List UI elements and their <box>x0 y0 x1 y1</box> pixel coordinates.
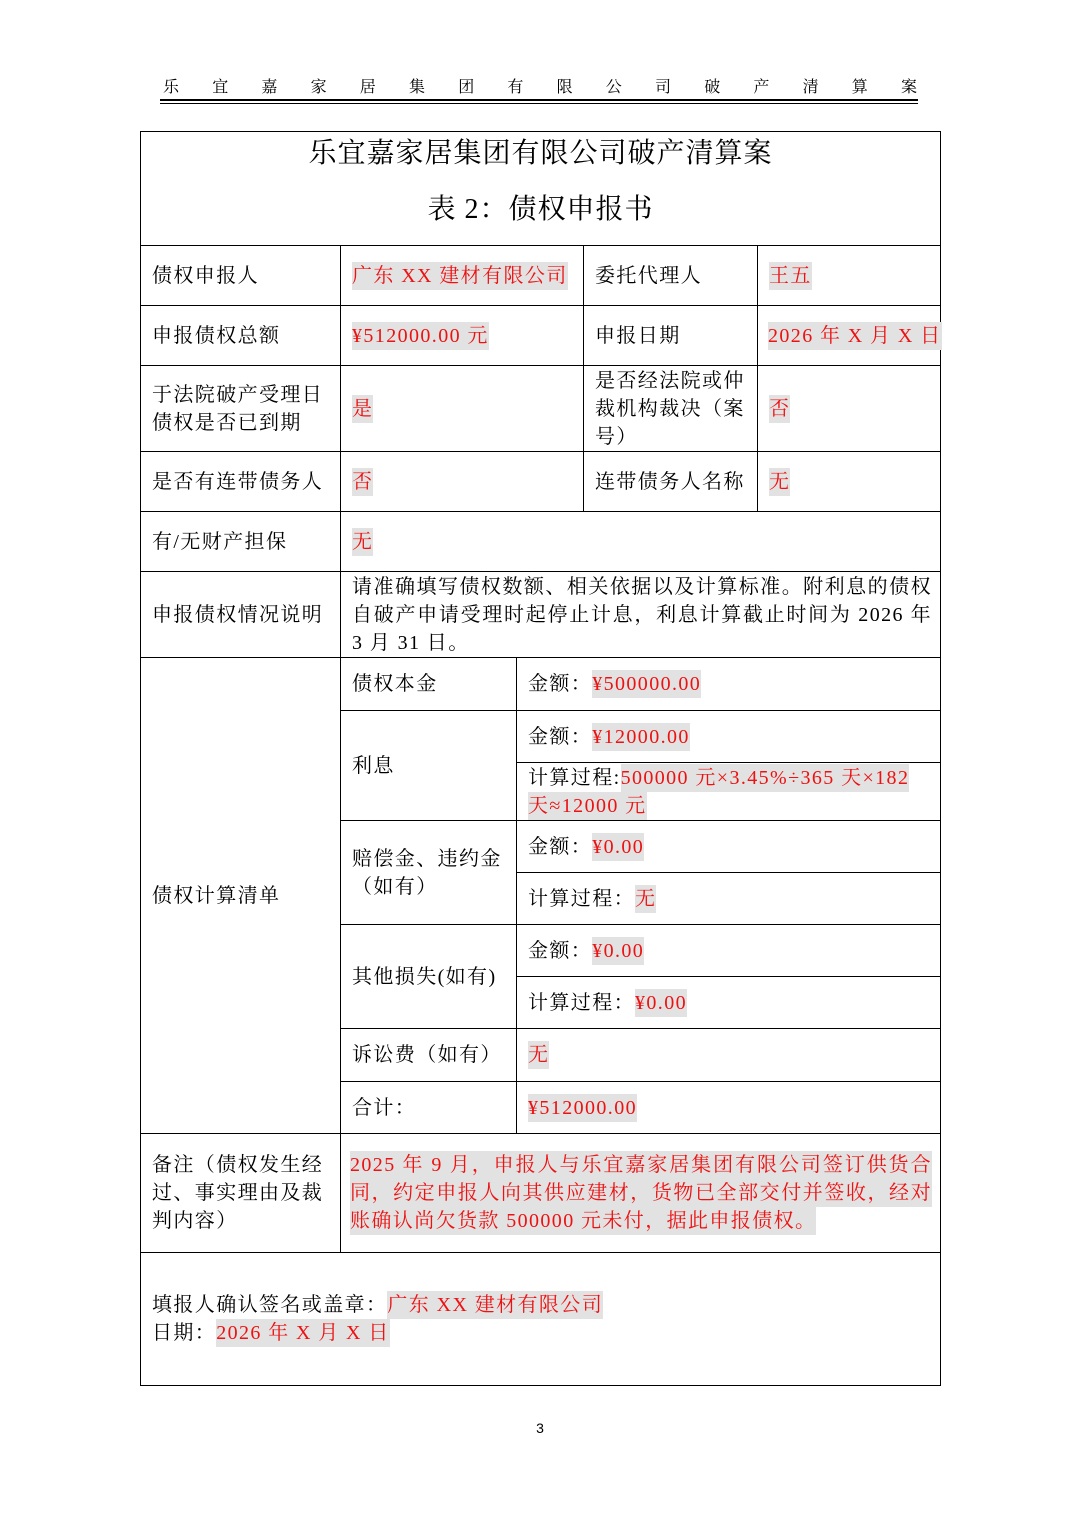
interest-process: 500000 元×3.45%÷365 天×182 天≈12000 元 <box>528 764 909 820</box>
joint-debtor-name-label: 连带债务人名称 <box>584 452 758 512</box>
form-title: 乐宜嘉家居集团有限公司破产清算案 <box>308 138 773 169</box>
calculation-total-value-cell <box>517 1082 941 1134</box>
header-rule <box>160 99 918 104</box>
adjudicated-value: 否 <box>769 395 790 423</box>
signature-cell <box>141 1253 941 1386</box>
total-claim-value: ¥512000.00 元 <box>352 322 489 350</box>
principal-label: 债权本金 <box>341 658 517 711</box>
principal-amount-label: 金额： <box>528 673 593 695</box>
litigation-fee-label: 诉讼费（如有） <box>341 1029 517 1082</box>
matured-label: 于法院破产受理日债权是否已到期 <box>141 366 341 452</box>
interest-label: 利息 <box>341 711 517 821</box>
joint-debtor-value: 否 <box>352 468 373 496</box>
principal-amount-cell <box>517 658 941 711</box>
filing-date-label: 申报日期 <box>584 306 758 366</box>
description-text: 请准确填写债权数额、相关依据以及计算标准。附利息的债权自破产申请受理时起停止计息，利息计算截止时间为 2026 年 3 月 31 日。 <box>341 572 941 658</box>
compensation-label: 赔偿金、违约金（如有） <box>341 821 517 925</box>
description-label: 申报债权情况说明 <box>141 572 341 658</box>
agent-value-cell <box>758 246 941 306</box>
form-subtitle: 表 2：债权申报书 <box>427 194 654 225</box>
calculation-total-label: 合计： <box>341 1082 517 1134</box>
agent-value: 王五 <box>769 262 812 290</box>
interest-process-label: 计算过程: <box>528 766 621 789</box>
other-loss-amount-label: 金额： <box>528 939 593 962</box>
joint-debtor-label: 是否有连带债务人 <box>141 452 341 512</box>
interest-amount-cell <box>517 711 941 763</box>
claimant-value-cell <box>341 246 584 306</box>
calculation-total-value: ¥512000.00 <box>528 1094 637 1122</box>
total-claim-label: 申报债权总额 <box>141 306 341 366</box>
running-header-title: 乐 宜 嘉 家 居 集 团 有 限 公 司 破 产 清 算 案 <box>163 79 917 96</box>
joint-debtor-name-value: 无 <box>769 468 790 496</box>
matured-value-cell <box>341 366 584 452</box>
compensation-amount-label: 金额： <box>528 835 593 858</box>
signature-date-line <box>152 1319 932 1347</box>
form-title-cell <box>141 132 941 246</box>
matured-value: 是 <box>352 395 373 423</box>
other-loss-process-cell <box>517 977 941 1029</box>
other-loss-amount: ¥0.00 <box>592 937 644 965</box>
interest-amount-label: 金额： <box>528 725 593 748</box>
claimant-value: 广东 XX 建材有限公司 <box>352 262 568 290</box>
interest-amount: ¥12000.00 <box>592 723 690 751</box>
other-loss-amount-cell <box>517 925 941 977</box>
compensation-amount-cell <box>517 821 941 873</box>
principal-amount: ¥500000.00 <box>592 670 701 698</box>
security-label: 有/无财产担保 <box>141 512 341 572</box>
total-claim-value-cell <box>341 306 584 366</box>
security-value: 无 <box>352 528 373 556</box>
litigation-fee-value: 无 <box>528 1041 549 1069</box>
other-loss-process-label: 计算过程： <box>528 991 635 1014</box>
claim-form-table <box>140 131 941 1386</box>
page-number: 3 <box>536 1420 544 1436</box>
remarks-label: 备注（债权发生经过、事实理由及裁判内容） <box>141 1134 341 1253</box>
compensation-process: 无 <box>635 885 656 913</box>
signature-line <box>152 1291 932 1319</box>
remarks-value-cell <box>341 1134 941 1253</box>
filing-date-value-cell <box>758 306 941 366</box>
adjudicated-value-cell <box>758 366 941 452</box>
other-loss-label: 其他损失(如有) <box>341 925 517 1029</box>
compensation-process-cell <box>517 873 941 925</box>
signature-date-label: 日期： <box>152 1322 217 1344</box>
other-loss-process: ¥0.00 <box>635 989 687 1017</box>
agent-label: 委托代理人 <box>584 246 758 306</box>
signature-label: 填报人确认签名或盖章： <box>152 1294 388 1316</box>
claimant-label: 债权申报人 <box>141 246 341 306</box>
litigation-fee-value-cell <box>517 1029 941 1082</box>
compensation-process-label: 计算过程： <box>528 887 635 910</box>
compensation-amount: ¥0.00 <box>592 833 644 861</box>
signature-date-value: 2026 年 X 月 X 日 <box>216 1319 390 1347</box>
joint-debtor-value-cell <box>341 452 584 512</box>
calculation-list-label: 债权计算清单 <box>141 658 341 1134</box>
interest-process-cell <box>517 763 941 821</box>
joint-debtor-name-value-cell <box>758 452 941 512</box>
security-value-cell <box>341 512 941 572</box>
filing-date-value: 2026 年 X 月 X 日 <box>768 322 942 350</box>
signature-value: 广东 XX 建材有限公司 <box>387 1291 603 1319</box>
adjudicated-label: 是否经法院或仲裁机构裁决（案号） <box>584 366 758 452</box>
remarks-value: 2025 年 9 月，申报人与乐宜嘉家居集团有限公司签订供货合同，约定申报人向其供应建材，货物已全部交付并签收，经对账确认尚欠货款 500000 元未付，据此申报债权。 <box>350 1151 932 1235</box>
